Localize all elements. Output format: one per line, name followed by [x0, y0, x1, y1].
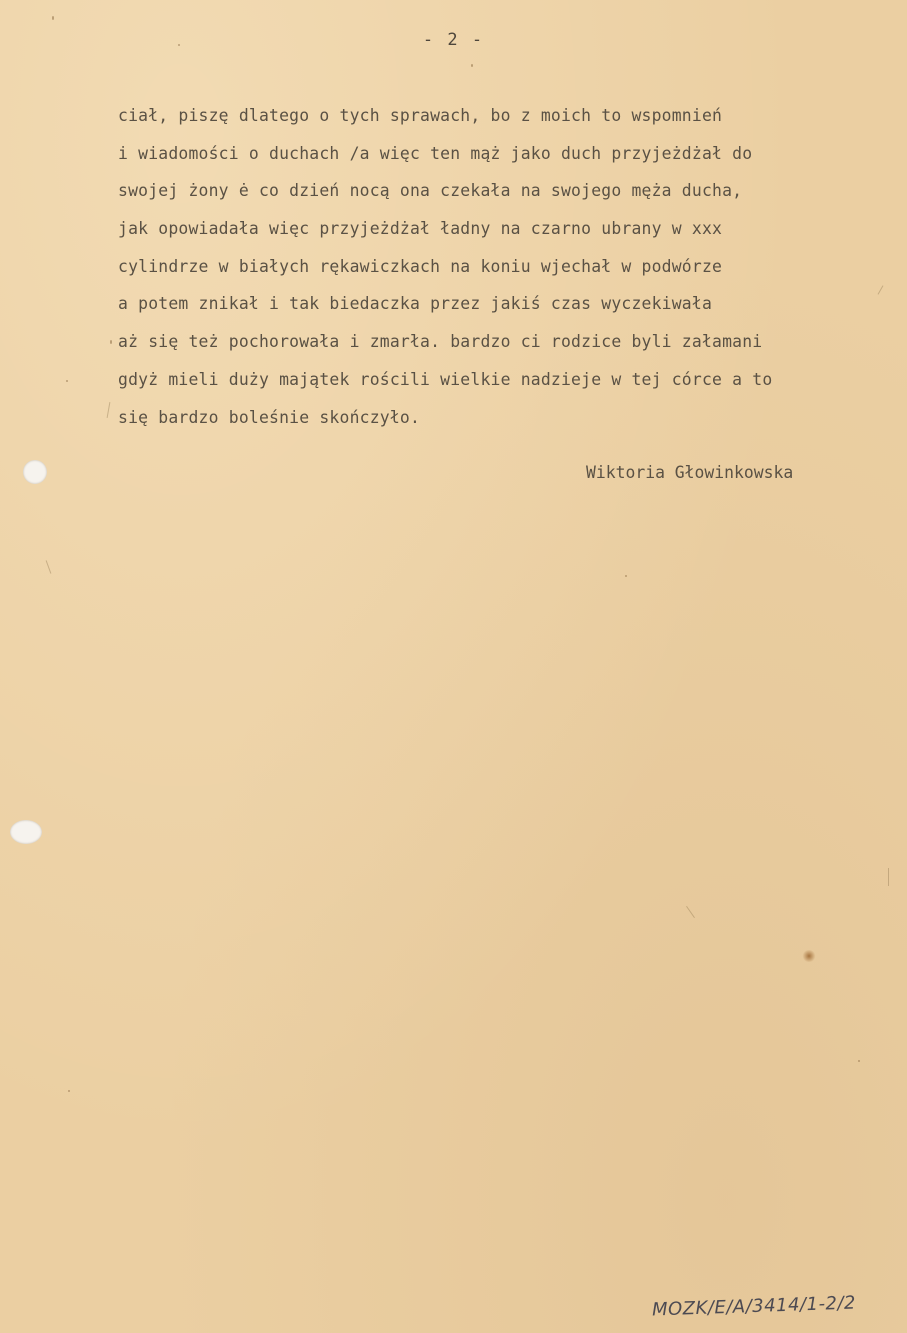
paper-fiber [888, 868, 889, 886]
author-signature: Wiktoria Głowinkowska [586, 463, 794, 482]
paper-speck [110, 340, 112, 344]
punch-hole-bottom [10, 820, 42, 844]
paper-speck [52, 16, 54, 20]
paper-fiber [878, 285, 884, 294]
paper-fiber [46, 560, 52, 573]
paper-speck [471, 64, 473, 67]
body-line-2: i wiadomości o duchach /a więc ten mąż jako duch przyjeżdżał do [118, 143, 753, 163]
paper-speck [66, 380, 68, 382]
body-line-3: swojej żony ė co dzień nocą ona czekała na swojego męża ducha, [118, 181, 743, 201]
body-line-5: cylindrze w białych rękawiczkach na koniu wjechał w podwórze [118, 256, 723, 276]
body-line-4: jak opowiadała więc przyjeżdżał ładny na czarno ubrany w xxx [118, 219, 723, 239]
paper-speck [858, 1060, 860, 1062]
letter-body [118, 103, 878, 442]
body-line-9: się bardzo boleśnie skończyło. [118, 407, 421, 427]
page-number: - 2 - [422, 30, 485, 50]
paper-stain [802, 950, 816, 962]
paper-fiber [686, 906, 695, 918]
paper-speck [178, 44, 180, 46]
punch-hole-top [23, 460, 47, 484]
paper-speck [68, 1090, 70, 1092]
body-line-1: ciał, piszę dlatego o tych sprawach, bo z moich to wspomnień [118, 106, 723, 125]
body-line-7: aż się też pochorowała i zmarła. bardzo ci rodzice byli załamani [118, 332, 763, 352]
archive-reference: MOZK/E/A/3414/1-2/2 [651, 1292, 857, 1321]
body-line-8: gdyż mieli duży majątek rościli wielkie nadzieje w tej córce a to [118, 369, 773, 389]
paper-speck [625, 575, 627, 577]
body-line-6: a potem znikał i tak biedaczka przez jakiś czas wyczekiwała [118, 294, 713, 314]
paper-fiber [107, 402, 111, 418]
